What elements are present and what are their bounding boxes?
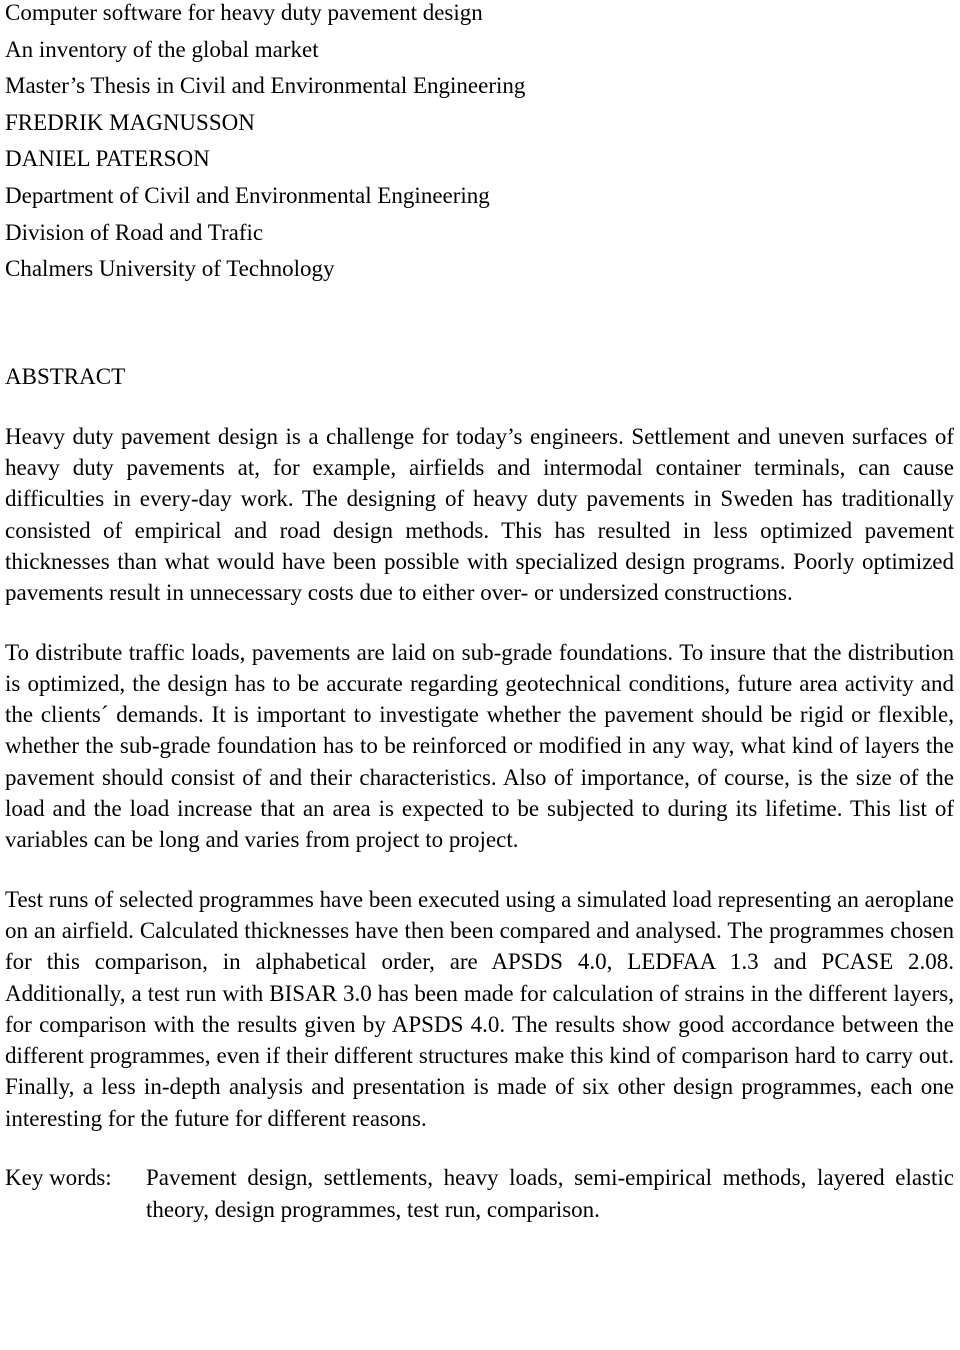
title-block: [5, 0, 954, 288]
thesis-type: Master’s Thesis in Civil and Environmental Engineering: [5, 73, 526, 99]
author-name: FREDRIK MAGNUSSON: [5, 109, 255, 135]
division-name: Division of Road and Trafic: [5, 219, 264, 245]
university-name: Chalmers University of Technology: [5, 256, 335, 282]
abstract-paragraph: Test runs of selected programmes have been executed using a simulated load representing an aeroplane on an airfield. Calculated thicknesses have then been compared and analysed. The programmes chosen for this comparison, in alphabetical order, are APSDS 4.0, LEDFAA 1.3 and PCASE 2.08. Additionally, a test run with BISAR 3.0 has been made for calculation of strains in the different layers, for comparison with the results given by APSDS 4.0. The results show good accordance between the different programmes, even if their different structures make this kind of comparison hard to carry out. Finally, a less in-depth analysis and presentation is made of six other design programmes, each one interesting for the future for different reasons.: [5, 886, 954, 1131]
department-name: Department of Civil and Environmental Engineering: [5, 182, 490, 208]
keywords-text: Pavement design, settlements, heavy loads, semi-empirical methods, layered elastic theory, design programmes, test run, comparison.: [146, 1164, 954, 1222]
thesis-subtitle: An inventory of the global market: [5, 36, 319, 62]
document-page: [5, 0, 954, 1226]
abstract-heading: ABSTRACT: [5, 363, 126, 389]
abstract-paragraph: To distribute traffic loads, pavements are laid on sub-grade foundations. To insure that the distribution is optimized, the design has to be accurate regarding geotechnical conditions, future area activity and the clients´ demands. It is important to investigate whether the pavement should be rigid or flexible, whether the sub-grade foundation has to be reinforced or modified in any way, what kind of layers the pavement should consist of and their characteristics. Also of importance, of course, is the size of the load and the load increase that an area is expected to be subjected to during its lifetime. This list of variables can be long and varies from project to project.: [5, 639, 954, 853]
keywords-section: [5, 1162, 954, 1226]
keywords-label: Key words:: [5, 1164, 112, 1190]
thesis-title: Computer software for heavy duty pavement design: [5, 0, 483, 25]
author-name: DANIEL PATERSON: [5, 146, 210, 172]
abstract-paragraph: Heavy duty pavement design is a challenge for today’s engineers. Settlement and uneven surfaces of heavy duty pavements at, for example, airfields and intermodal container terminals, can cause difficulties in every-day work. The designing of heavy duty pavements in Sweden has traditionally consisted of empirical and road design methods. This has resulted in less optimized pavement thicknesses than what would have been possible with specialized design programs. Poorly optimized pavements result in unnecessary costs due to either over- or undersized constructions.: [5, 423, 954, 606]
